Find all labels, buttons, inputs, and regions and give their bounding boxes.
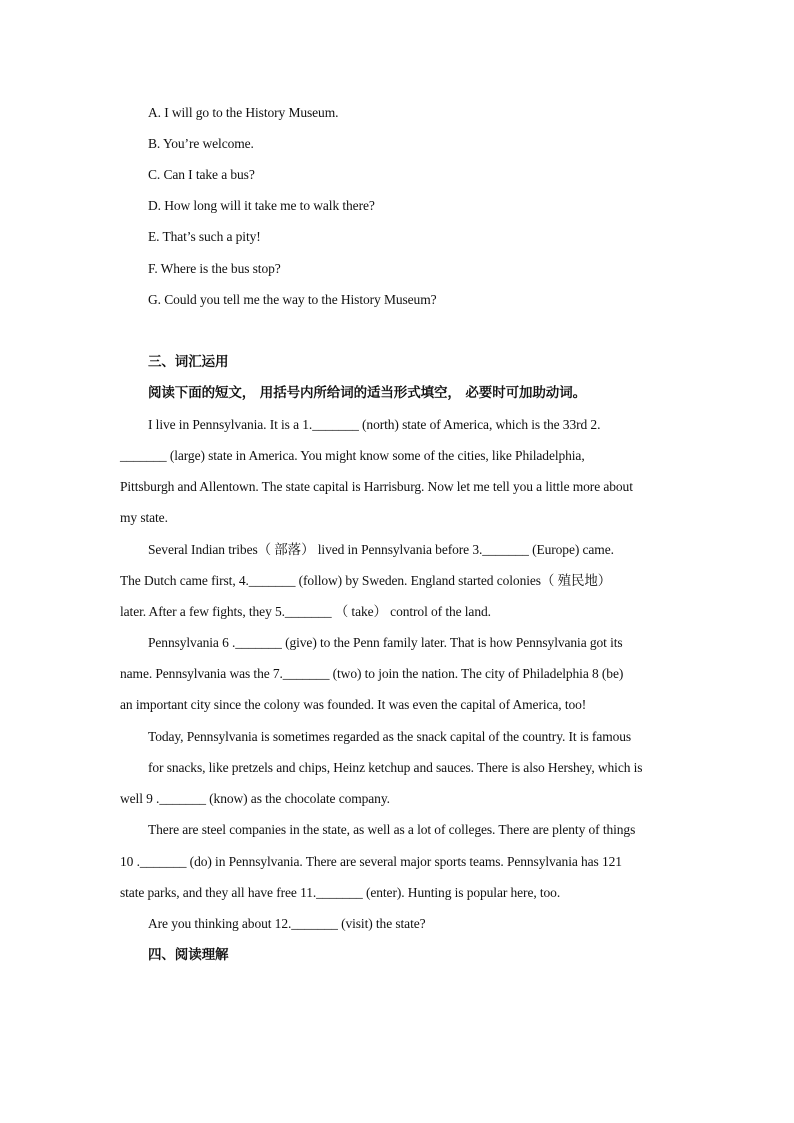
passage-line: Today, Pennsylvania is sometimes regarded as the snack capital of the country. It is famous bbox=[148, 729, 632, 744]
passage-line: well 9 ._______ (know) as the chocolate company. bbox=[120, 791, 390, 806]
passage-line: my state. bbox=[120, 510, 168, 525]
option-c: C. Can I take a bus? bbox=[148, 167, 255, 182]
passage-line: Pennsylvania 6 ._______ (give) to the Penn family later. That is how Pennsylvania got its bbox=[148, 635, 623, 650]
passage-line: state parks, and they all have free 11._______ (enter). Hunting is popular here, too. bbox=[120, 885, 561, 900]
section-instruction: 阅读下面的短文， 用括号内所给词的适当形式填空， 必要时可加助动词。 bbox=[148, 385, 586, 401]
passage-line: an important city since the colony was founded. It was even the capital of America, too! bbox=[120, 697, 587, 712]
passage-line: later. After a few fights, they 5._______ （ take） control of the land. bbox=[120, 604, 491, 619]
option-e: E. That’s such a pity! bbox=[148, 229, 261, 244]
option-f: F. Where is the bus stop? bbox=[148, 261, 281, 276]
passage-line: name. Pennsylvania was the 7._______ (two) to join the nation. The city of Philadelphia 8 (be) bbox=[120, 666, 624, 681]
passage-line: The Dutch came first, 4._______ (follow) by Sweden. England started colonies（ 殖民地） bbox=[120, 573, 612, 588]
section-title: 四、阅读理解 bbox=[148, 947, 229, 963]
passage-line: for snacks, like pretzels and chips, Heinz ketchup and sauces. There is also Hershey, which is bbox=[148, 760, 643, 775]
passage-line: 10 ._______ (do) in Pennsylvania. There are several major sports teams. Pennsylvania has 121 bbox=[120, 854, 622, 869]
option-a: A. I will go to the History Museum. bbox=[148, 105, 339, 120]
option-d: D. How long will it take me to walk there? bbox=[148, 198, 375, 213]
passage-line: Are you thinking about 12._______ (visit) the state? bbox=[148, 916, 426, 931]
option-g: G. Could you tell me the way to the History Museum? bbox=[148, 292, 437, 307]
passage-line: _______ (large) state in America. You might know some of the cities, like Philadelphia, bbox=[120, 448, 585, 463]
passage-line: Several Indian tribes（ 部落） lived in Pennsylvania before 3._______ (Europe) came. bbox=[148, 542, 614, 557]
option-b: B. You’re welcome. bbox=[148, 136, 254, 151]
passage-line: I live in Pennsylvania. It is a 1._______ (north) state of America, which is the 33rd 2. bbox=[148, 417, 601, 432]
section-title: 三、词汇运用 bbox=[148, 354, 229, 370]
passage-line: Pittsburgh and Allentown. The state capital is Harrisburg. Now let me tell you a little more about bbox=[120, 479, 633, 494]
passage-line: There are steel companies in the state, as well as a lot of colleges. There are plenty of things bbox=[148, 822, 636, 837]
